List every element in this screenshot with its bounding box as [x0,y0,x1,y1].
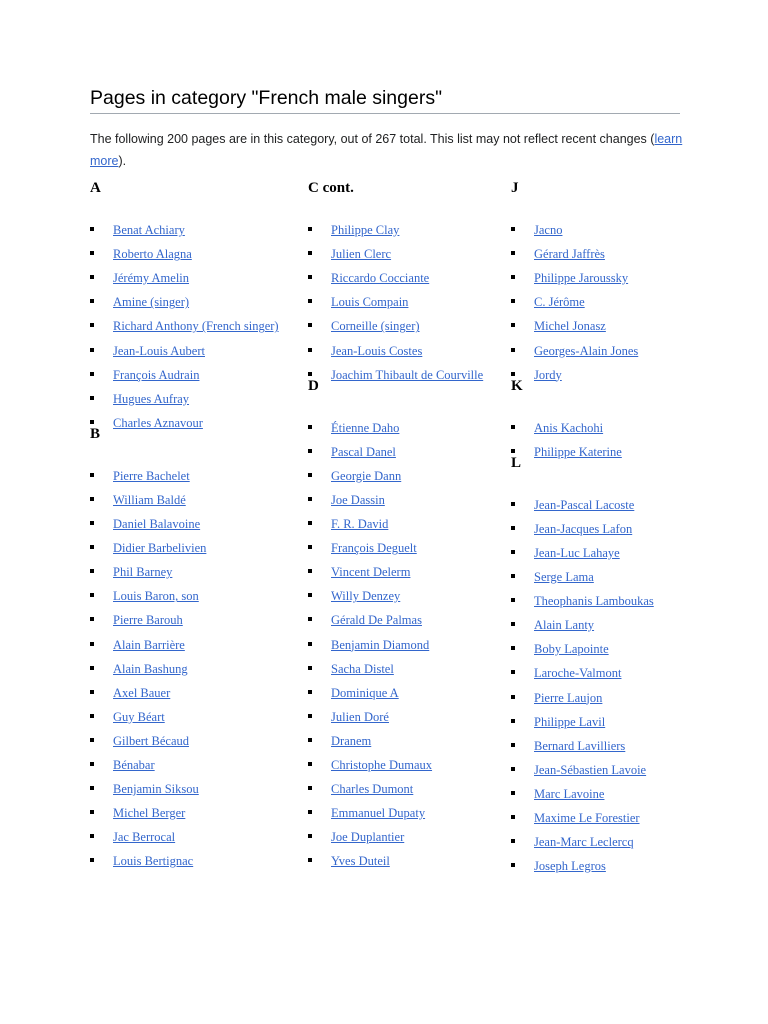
bullet-icon [511,348,515,352]
page-link[interactable]: Bernard Lavilliers [534,738,626,753]
page-link[interactable]: Philippe Clay [331,223,400,237]
bullet-icon [308,617,312,621]
page-link[interactable]: Alain Lanty [534,618,595,633]
bullet-icon [308,473,312,477]
bullet-icon [90,762,94,766]
page-link[interactable]: Sacha Distel [331,661,394,676]
bullet-icon [90,617,94,621]
page-link[interactable]: Philippe Lavil [534,714,606,729]
section-heading-k: K [511,377,523,394]
page-link[interactable]: Dranem [331,733,372,748]
page-link[interactable]: Marc Lavoine [534,786,605,801]
page-link[interactable]: Alain Barrière [113,637,185,652]
page-link[interactable]: Phil Barney [113,565,173,580]
page-title: Pages in category "French male singers" [90,87,443,109]
page-link[interactable]: Joseph Legros [534,859,606,874]
bullet-icon [511,449,515,453]
page-link[interactable]: Gilbert Bécaud [113,733,190,748]
page-link[interactable]: Christophe Dumaux [331,758,433,772]
bullet-icon [90,275,94,279]
page-link[interactable]: Louis Baron, son [113,589,199,604]
page-link[interactable]: Serge Lama [534,570,594,584]
page-link[interactable]: Riccardo Cocciante [331,271,430,286]
page-link[interactable]: Didier Barbelivien [113,541,207,556]
page-link[interactable]: Louis Bertignac [113,854,194,869]
page-link[interactable]: Jean-Louis Aubert [113,343,205,358]
page-link[interactable]: Jean-Jacques Lafon [534,521,633,536]
bullet-icon [90,569,94,573]
bullet-icon [511,372,515,376]
bullet-icon [511,839,515,843]
bullet-icon [90,786,94,790]
page-link[interactable]: Emmanuel Dupaty [331,806,426,821]
bullet-icon [308,521,312,525]
page-link[interactable]: Boby Lapointe [534,642,609,657]
page-link[interactable]: Jérémy Amelin [113,271,190,286]
bullet-icon [308,569,312,573]
bullet-icon [511,863,515,867]
page-link[interactable]: F. R. David [331,517,389,531]
page-link[interactable]: Anis Kachohi [534,420,604,435]
page-link[interactable]: Jean-Sébastien Lavoie [534,762,647,777]
page-link[interactable]: Georges-Alain Jones [534,343,639,358]
page-link[interactable]: Jean-Pascal Lacoste [534,497,635,512]
bullet-icon [90,521,94,525]
bullet-icon [90,642,94,646]
page-link[interactable]: Charles Aznavour [113,415,203,430]
bullet-icon [308,810,312,814]
page-link[interactable]: Philippe Katerine [534,444,622,459]
category-intro [90,128,690,172]
bullet-icon [90,810,94,814]
page-link[interactable]: Jordy [534,367,562,382]
page-link[interactable]: Joachim Thibault de Courville [331,367,484,382]
bullet-icon [511,425,515,429]
section-heading-a: A [90,180,101,196]
page-link[interactable]: C. Jérôme [534,295,585,310]
page-link[interactable]: Pierre Bachelet [113,468,190,483]
page-link[interactable]: Theophanis Lamboukas [534,594,654,609]
page-link[interactable]: Roberto Alagna [113,247,192,262]
page-link[interactable]: Hugues Aufray [113,391,190,406]
page-link[interactable]: Willy Denzey [331,589,401,604]
page-link[interactable]: Michel Berger [113,806,186,821]
bullet-icon [308,666,312,670]
page-link[interactable]: Joe Dassin [331,492,385,507]
bullet-icon [308,714,312,718]
page-link[interactable]: Julien Clerc [331,247,392,262]
bullet-icon [511,743,515,747]
bullet-icon [308,738,312,742]
page-link[interactable]: Axel Bauer [113,685,171,700]
bullet-icon [511,550,515,554]
bullet-icon [511,526,515,530]
page-link[interactable]: Jean-Marc Leclercq [534,835,634,850]
bullet-icon [511,695,515,699]
bullet-icon [90,227,94,231]
page-link[interactable]: Benjamin Siksou [113,782,199,797]
bullet-icon [511,323,515,327]
intro-text-end: ). [118,154,127,168]
bullet-icon [511,815,515,819]
page-link[interactable]: Georgie Dann [331,468,402,483]
bullet-icon [308,834,312,838]
bullet-icon [308,275,312,279]
bullet-icon [511,719,515,723]
page-link[interactable]: Guy Béart [113,709,165,724]
page-link[interactable]: Daniel Balavoine [113,517,201,531]
page-link[interactable]: Laroche-Valmont [534,666,622,681]
bullet-icon [90,323,94,327]
bullet-icon [308,762,312,766]
learn-more-link[interactable]: learn more [90,132,683,168]
page-link[interactable]: Charles Dumont [331,782,414,797]
bullet-icon [308,786,312,790]
page-link[interactable]: Jean-Louis Costes [331,343,423,358]
section-heading-b: B [90,425,101,442]
bullet-icon [308,372,312,376]
page-link[interactable]: Julien Doré [331,709,389,724]
bullet-icon [308,593,312,597]
page-link[interactable]: Jacno [534,223,563,237]
section-heading-d: D [308,377,319,394]
bullet-icon [308,545,312,549]
page-link[interactable]: François Audrain [113,367,200,382]
section-heading-l: L [511,454,522,471]
page-link[interactable]: Gérard Jaffrès [534,247,605,262]
bullet-icon [90,420,94,424]
bullet-icon [90,690,94,694]
bullet-icon [511,251,515,255]
page-link[interactable]: Pascal Danel [331,444,396,459]
page-link[interactable]: Benjamin Diamond [331,637,430,652]
page-link[interactable]: Pierre Laujon [534,690,603,705]
bullet-icon [308,858,312,862]
bullet-icon [90,473,94,477]
bullet-icon [511,622,515,626]
page-link[interactable]: Jac Berrocal [113,830,176,845]
page-link[interactable]: Michel Jonasz [534,319,606,334]
page-link[interactable]: Corneille (singer) [331,319,420,334]
bullet-icon [308,251,312,255]
bullet-icon [511,598,515,602]
bullet-icon [511,299,515,303]
page-link[interactable]: Dominique A [331,685,399,700]
page-link[interactable]: Étienne Daho [331,420,400,435]
bullet-icon [90,251,94,255]
page-link[interactable]: William Baldé [113,492,186,507]
bullet-icon [90,593,94,597]
page-link[interactable]: Jean-Luc Lahaye [534,545,620,560]
bullet-icon [511,791,515,795]
page-link[interactable]: Philippe Jaroussky [534,271,629,286]
bullet-icon [90,545,94,549]
bullet-icon [90,834,94,838]
bullet-icon [308,323,312,327]
page-link[interactable]: Vincent Delerm [331,565,411,580]
page-link[interactable]: Yves Duteil [331,854,390,869]
bullet-icon [308,642,312,646]
section-heading-j: J [511,180,519,196]
bullet-icon [90,497,94,501]
title-divider [90,113,680,114]
page-link[interactable]: Pierre Barouh [113,613,183,628]
bullet-icon [511,227,515,231]
bullet-icon [308,497,312,501]
bullet-icon [308,348,312,352]
page-link[interactable]: Richard Anthony (French singer) [113,319,279,334]
page-link[interactable]: Bénabar [113,758,155,772]
bullet-icon [308,690,312,694]
bullet-icon [511,767,515,771]
bullet-icon [308,425,312,429]
page-link[interactable]: Louis Compain [331,295,409,310]
page-link[interactable]: Benat Achiary [113,223,185,237]
bullet-icon [511,574,515,578]
bullet-icon [90,714,94,718]
bullet-icon [511,502,515,506]
intro-text: The following 200 pages are in this category, out of 267 total. This list may not reflect recent changes ( [90,132,655,146]
bullet-icon [511,670,515,674]
bullet-icon [90,299,94,303]
bullet-icon [90,858,94,862]
bullet-icon [90,666,94,670]
page-link[interactable]: Joe Duplantier [331,830,405,845]
page-link[interactable]: Alain Bashung [113,661,188,676]
bullet-icon [511,646,515,650]
bullet-icon [308,227,312,231]
page-link[interactable]: Amine (singer) [113,295,190,310]
page-link[interactable]: Gérald De Palmas [331,613,422,628]
section-heading-c-cont: C cont. [308,180,354,196]
bullet-icon [511,275,515,279]
bullet-icon [90,348,94,352]
bullet-icon [90,738,94,742]
bullet-icon [308,299,312,303]
bullet-icon [308,449,312,453]
bullet-icon [90,396,94,400]
bullet-icon [90,372,94,376]
page-link[interactable]: François Deguelt [331,541,417,556]
page-link[interactable]: Maxime Le Forestier [534,811,640,825]
